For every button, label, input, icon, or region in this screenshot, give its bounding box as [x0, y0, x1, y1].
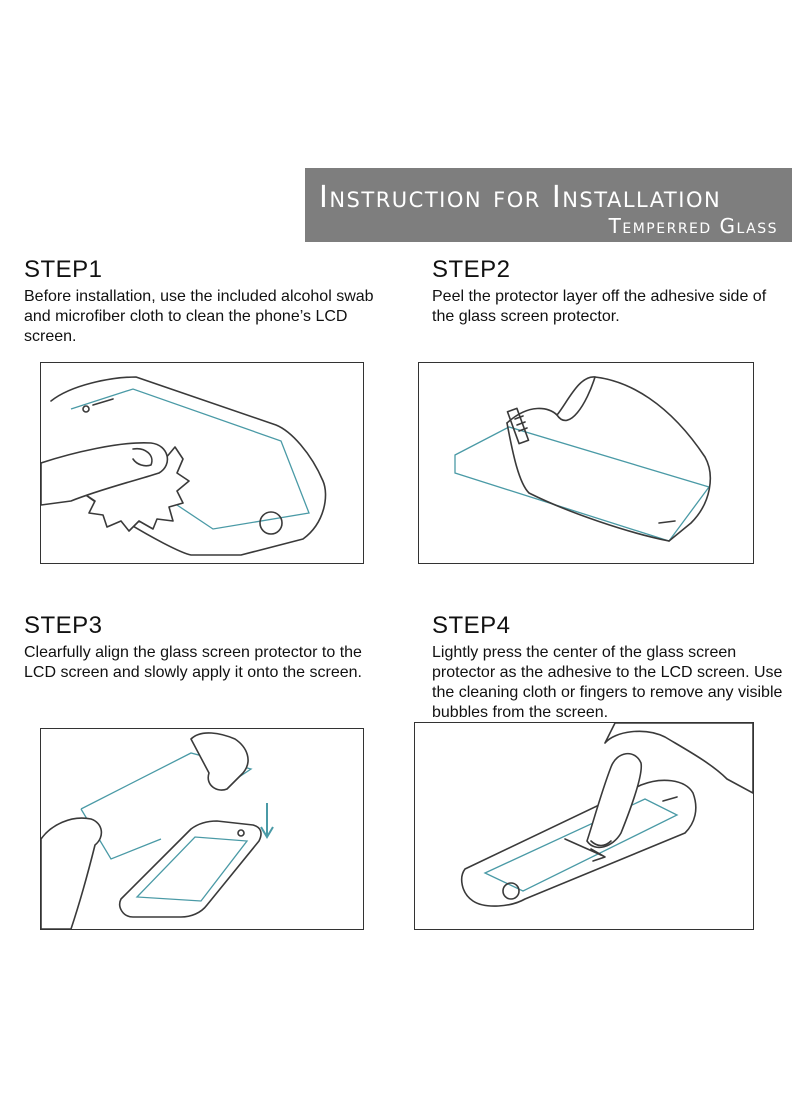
press-center-illustration	[415, 723, 753, 929]
step-1-illustration	[40, 362, 364, 564]
step-1-description: Before installation, use the included alcohol swab and microfiber cloth to clean the phone’s LCD screen.	[24, 288, 374, 345]
step-3-illustration	[40, 728, 364, 930]
header-banner	[305, 168, 792, 242]
step-2	[432, 256, 792, 327]
peel-protector-illustration	[419, 363, 753, 563]
step-1	[24, 256, 384, 347]
step-4-description: Lightly press the center of the glass screen protector as the adhesive to the LCD screen. Use the cleaning cloth or fingers to remove any visible bubbles from the screen.	[432, 644, 783, 721]
step-2-title: STEP2	[432, 256, 511, 283]
step-3-description: Clearfully align the glass screen protector to the LCD screen and slowly apply it onto the screen.	[24, 644, 362, 681]
step-3-title: STEP3	[24, 612, 103, 639]
step-2-illustration	[418, 362, 754, 564]
step-2-description: Peel the protector layer off the adhesive side of the glass screen protector.	[432, 288, 767, 325]
banner-subtitle: Temperred Glass	[608, 214, 778, 238]
step-4-illustration	[414, 722, 754, 930]
step-4	[432, 612, 792, 723]
align-protector-illustration	[41, 729, 363, 929]
step-4-title: STEP4	[432, 612, 511, 639]
banner-title: Instruction for Installation	[319, 180, 722, 215]
phone-cleaning-illustration	[41, 363, 363, 563]
step-3	[24, 612, 384, 683]
step-1-title: STEP1	[24, 256, 103, 283]
